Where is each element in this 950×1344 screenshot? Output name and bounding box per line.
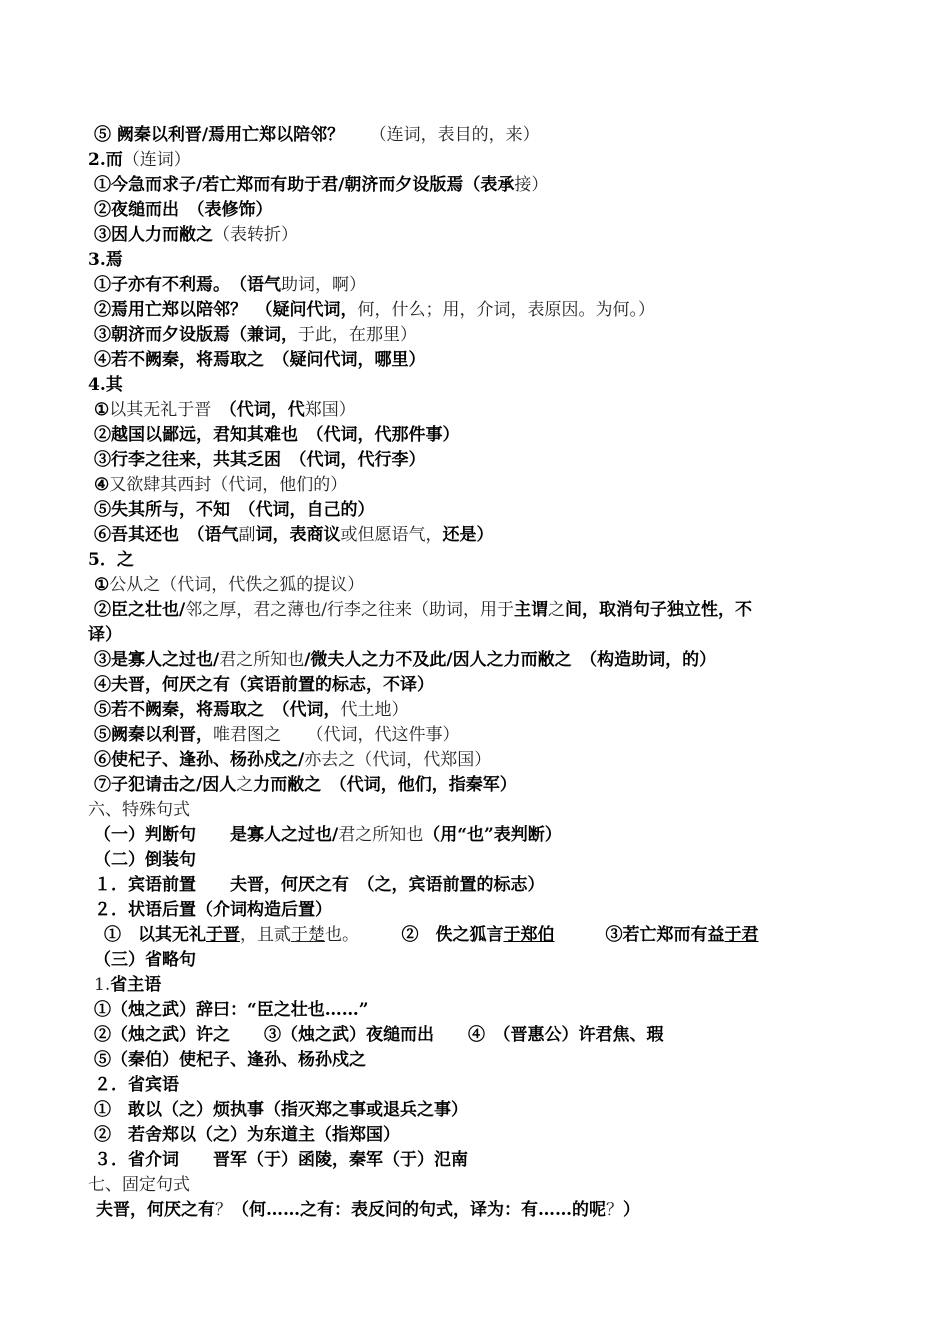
text-line [94,224,298,246]
text-segment: 副 [238,525,256,545]
text-segment: ３．省介词 晋军（于）函陵，秦军（于）氾南 [94,1150,468,1170]
text-line [94,824,562,846]
text-segment: ②越国以鄙远，君知其难也 （代词，代那件事） [94,425,460,445]
text-line [94,949,196,971]
text-segment: ④ [94,475,110,495]
text-segment: 于晋 [206,925,240,945]
text-segment: ① 以其无礼 [104,925,206,945]
text-segment: 于楚 [291,925,325,945]
text-segment: 4.其 [88,375,123,395]
text-segment: ④夫晋，何厌之有（宾语前置的标志，不译） [94,675,434,695]
text-segment: ⑤（秦伯）使杞子、逢孙、杨孙戍之 [94,1050,366,1070]
text-segment: ② 佚之狐言 [350,925,504,945]
text-segment: 主谓 [513,600,548,620]
text-segment: 助词，啊） [281,275,366,295]
text-segment: 夫晋，何厌之有 [96,1200,215,1220]
text-segment: 君之所知也 [219,650,305,670]
text-line [94,599,752,621]
text-segment: 5．之 [88,550,134,570]
text-segment: ②（烛之武）许之 ③（烛之武）夜缒而出 ④ （晋惠公）许君焦、瑕 [94,1025,664,1045]
text-segment: ？ [606,1200,623,1220]
text-segment: 省主语 [110,975,162,995]
text-segment: ③朝济而夕设版焉（兼词， [94,325,298,345]
text-segment: ，且贰 [240,925,291,945]
text-line [94,649,716,671]
text-line [94,899,332,921]
text-line [94,1049,366,1071]
text-segment: 七、固定句式 [88,1175,190,1195]
text-segment: ⑤失其所与，不知 （代词，自己的） [94,500,375,520]
text-segment: 或但愿语气， [340,525,443,545]
text-segment: 词，表商议 [255,525,341,545]
text-line [94,1124,400,1146]
text-segment: ①（烛之武）辞曰：“臣之壮也……” [94,1000,369,1020]
text-segment: 还是） [442,525,494,545]
text-segment: 于郑伯 [503,925,555,945]
text-segment: 公从之（代词，代佚之狐的提议） [109,575,365,595]
text-line [88,1174,190,1196]
text-line [94,749,491,771]
text-line [94,349,426,371]
text-segment: 3.焉 [88,250,123,270]
text-line [94,1099,468,1121]
text-segment: ①今急而求子/若亡郑而有助于君/朝济而夕设版焉（表承 [94,175,515,195]
text-segment: ） [623,1200,640,1220]
text-line [94,524,494,546]
text-segment: （表转折） [213,225,298,245]
text-segment: 于君 [724,925,759,945]
text-line [94,1024,664,1046]
text-segment: （连词，表目的，来） [344,125,540,145]
text-segment: 郑国） [304,400,356,420]
text-line [94,849,196,871]
text-segment: （何……之有：表反问的句式，译为：有……的呢 [232,1200,606,1220]
text-segment: ⑦子犯请击之/因人 [94,775,237,795]
text-segment: 唯君图之 [213,725,281,745]
text-line [94,399,356,421]
text-segment: ②焉用亡郑以陪邻？ （疑问代词， [94,300,358,320]
text-segment: ２．状语后置（介词构造后置） [94,900,332,920]
text-line [88,624,122,646]
text-segment: ？ [215,1200,232,1220]
text-segment: 间，取消句子独立性，不 [564,600,752,620]
text-segment: ① [94,400,110,420]
text-segment: 邻之厚，君之薄也/行李之往来（助词，用于 [185,600,514,620]
text-segment: /微夫人之力不及此/因人之力而敝之 （构造助词，的） [304,650,717,670]
text-line [94,274,366,296]
text-segment: ⑤阙秦以利晋， [94,725,213,745]
text-line [96,1199,640,1221]
text-segment: ⑤若不阙秦，将焉取之 （代词， [94,700,341,720]
text-segment: ②臣之壮也/ [94,600,186,620]
text-segment: ③若亡郑而有益 [554,925,725,945]
text-line [88,374,123,396]
text-segment: ① [94,575,110,595]
text-segment: （连词） [122,150,191,170]
text-segment: 之 [547,600,565,620]
text-segment: 何，什么；用，介词，表原因。为何。） [357,300,655,320]
text-segment: 君之所知也 [338,825,424,845]
text-line [94,1149,468,1171]
text-segment: ①子亦有不利焉。 （语气 [94,275,281,295]
text-segment: 之 [236,775,254,795]
text-segment: ② 若舍郑以（之）为东道主（指郑国） [94,1125,400,1145]
text-segment: １．宾语前置 夫晋，何厌之有 （之，宾语前置的标志） [94,875,545,895]
text-segment: 也。 [325,925,351,945]
text-segment: 于此，在那里） [298,325,417,345]
text-segment: ③行李之往来，共其乏困 （代词，代行李） [94,450,426,470]
text-line [94,699,409,721]
text-segment: 译） [88,625,122,645]
text-line [88,549,134,571]
text-line [94,424,460,446]
text-line [94,774,517,796]
text-line [88,799,190,821]
text-line [94,724,460,746]
text-segment: 以其无礼于晋 [109,400,212,420]
text-line [94,199,273,221]
text-segment: 六、特殊句式 [88,800,190,820]
text-segment: ③是寡人之过也/ [94,650,220,670]
text-line [94,974,161,996]
text-line [94,574,364,596]
text-line [104,924,759,946]
text-segment: （用“也”表判断） [423,825,562,845]
text-line [94,474,347,496]
text-segment: 亦去之（代词，代郑国） [304,750,492,770]
text-segment: ⑥吾其还也 （语气 [94,525,239,545]
text-segment: （二）倒装句 [94,850,196,870]
text-segment [281,725,315,745]
text-segment: （三）省略句 [94,950,196,970]
text-line [94,999,369,1021]
text-line [94,874,545,896]
text-line [94,674,434,696]
text-segment: 1. [94,975,111,995]
text-line [94,174,548,196]
text-segment: 接） [514,175,549,195]
text-segment: （代词，代这件事） [315,725,460,745]
text-segment: ④若不阙秦，将焉取之 （疑问代词，哪里） [94,350,426,370]
text-segment: （代词，代 [211,400,305,420]
text-line [94,299,655,321]
text-segment: 力而敝之 （代词，他们，指秦军） [253,775,517,795]
text-line [94,124,540,146]
text-segment: （一）判断句 是寡人之过也/ [94,825,339,845]
text-segment: ⑤ 阙秦以利晋/焉用亡郑以陪邻？ [94,125,345,145]
text-segment: ⑥使杞子、逢孙、杨孙戍之/ [94,750,305,770]
text-line [88,149,191,171]
text-segment: ① 敢以（之）烦执事（指灭郑之事或退兵之事） [94,1100,468,1120]
text-segment: ２．省宾语 [94,1075,179,1095]
text-segment: ③因人力而敝之 [94,225,213,245]
text-segment: 代土地） [340,700,409,720]
text-line [94,1074,179,1096]
text-segment: 又欲肆其西封（代词，他们的） [109,475,348,495]
text-line [94,499,375,521]
text-segment: ②夜缒而出 （表修饰） [94,200,273,220]
text-segment: 2.而 [88,150,123,170]
text-line [88,249,123,271]
text-line [94,324,417,346]
text-line [94,449,426,471]
